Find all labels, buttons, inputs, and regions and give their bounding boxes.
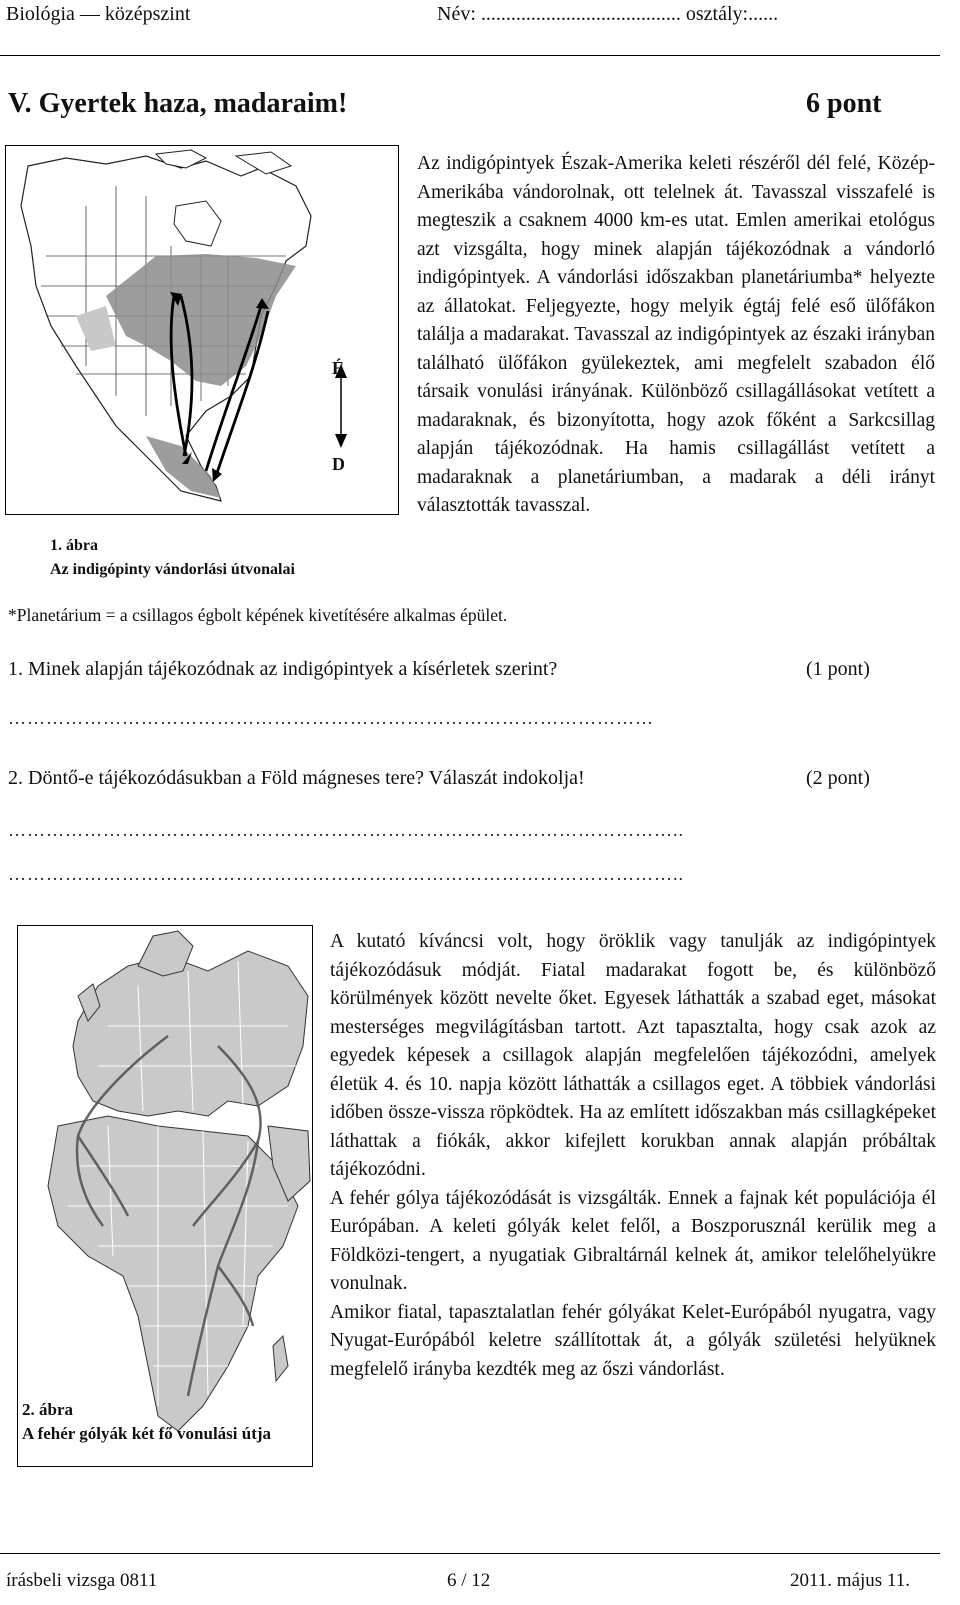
section-title: V. Gyertek haza, madaraim!: [8, 88, 348, 119]
question-1-points: (1 pont): [806, 658, 870, 680]
question-1-text: 1. Minek alapján tájékozódnak az indigópintyek a kísérletek szerint?: [8, 658, 558, 680]
question-2-text: 2. Döntő-e tájékozódásukban a Föld mágneses tere? Válaszát indokolja!: [8, 767, 585, 789]
section-points: 6 pont: [806, 88, 882, 119]
compass-north-label: É: [332, 358, 345, 378]
question-1-answer-line[interactable]: …………………………………………………………………………………………: [8, 708, 654, 728]
paragraph-text: A fehér gólya tájékozódását is vizsgálták. Ennek a fajnak két populációja él Európában. A keleti gólyák kelet felől, a Boszporusznál kerülik meg a Földközi-tengert, a nyugatiak Gibraltárnál kelnek át, amikor telelőhelyükre vonulnak.: [330, 1187, 936, 1294]
header-subject: Biológia — középszint: [6, 3, 191, 25]
figure2-map: [17, 925, 313, 1467]
question-2-answer-line[interactable]: ……………………………………………………………………………………………..: [8, 820, 684, 840]
figure2-caption-number: 2. ábra: [22, 1400, 73, 1419]
footer-exam-code: írásbeli vizsga 0811: [6, 1570, 158, 1591]
footer-date: 2011. május 11.: [790, 1570, 910, 1591]
paragraph-indigo-buntings: [417, 150, 935, 521]
question-2-points: (2 pont): [806, 767, 870, 789]
figure1-caption-number: 1. ábra: [50, 537, 98, 554]
header-rule: [0, 55, 940, 56]
figure2-caption-text: A fehér gólyák két fő vonulási útja: [22, 1424, 272, 1443]
paragraph-experiments: [330, 928, 936, 1384]
paragraph-text: A kutató kíváncsi volt, hogy öröklik vagy tanulják az indigópintyek tájékozódásuk módját. Fiatal madarakat fogott be, és különböző körülmények között nevelte őket. Egyesek láthatták a szabad eget, másokat mesterséges megvilágításban tartott. Azt tapasztalta, hogy csak azok az egyedek képesek a csillagok alapján megfelelően tájékozódni, amelyek életük 4. és 10. napja között láthatták a csillagos eget. A többiek vándorlási időben össze-vissza röpködtek. Ha az említett időszakban más csillagképeket láthattak a fiókák, akkor kifejlett korukban annak alapján próbáltak tájékozódni.: [330, 931, 936, 1180]
compass-south-label: D: [332, 454, 345, 474]
europe-africa-map: [18, 926, 312, 1466]
paragraph-text: Az indigópintyek Észak-Amerika keleti részéről dél felé, Közép-Amerikába vándorolnak, ott telelnek át. Tavasszal visszafelé is megteszik a csaknem 4000 km-es utat. Emlen amerikai etológus azt vizsgálta, hogy minek alapján tájékozódnak a vándorló indigópintyek. A vándorlási időszakban planetáriumba* helyezte az állatokat. Feljegyezte, hogy melyik égtáj felé eső ülőfákon találja a madarakat. Tavasszal az indigópintyek az északi irányban található ülőfákon gyülekeztek, ami megfelelt szabadon élő társaik vonulási irányának. Különböző csillagállásokat vetített a madaraknak, és bizonyította, hogy azok főként a Sarkcsillag alapján tájékozódnak. Ha hamis csillagállást vetített a madaraknak a planetáriumban, a madarak a déli irányt választották tavasszal.: [417, 153, 935, 516]
footer-page-number: 6 / 12: [447, 1570, 491, 1591]
footer-rule: [0, 1553, 940, 1554]
figure1-map: [5, 145, 399, 515]
header-name-field: Név: ........................................ osztály:......: [437, 3, 779, 25]
figure1-caption-text: Az indigópinty vándorlási útvonalai: [50, 561, 295, 578]
footnote: *Planetárium = a csillagos égbolt képének kivetítésére alkalmas épület.: [8, 605, 508, 625]
question-2-answer-line[interactable]: ……………………………………………………………………………………………..: [8, 864, 684, 884]
paragraph-text: Amikor fiatal, tapasztalatlan fehér gólyákat Kelet-Európából nyugatra, vagy Nyugat-Európából keletre szállítottak át, a gólyák születési helyüknek megfelelő irányba kezdték meg az őszi vándorlást.: [330, 1301, 936, 1380]
